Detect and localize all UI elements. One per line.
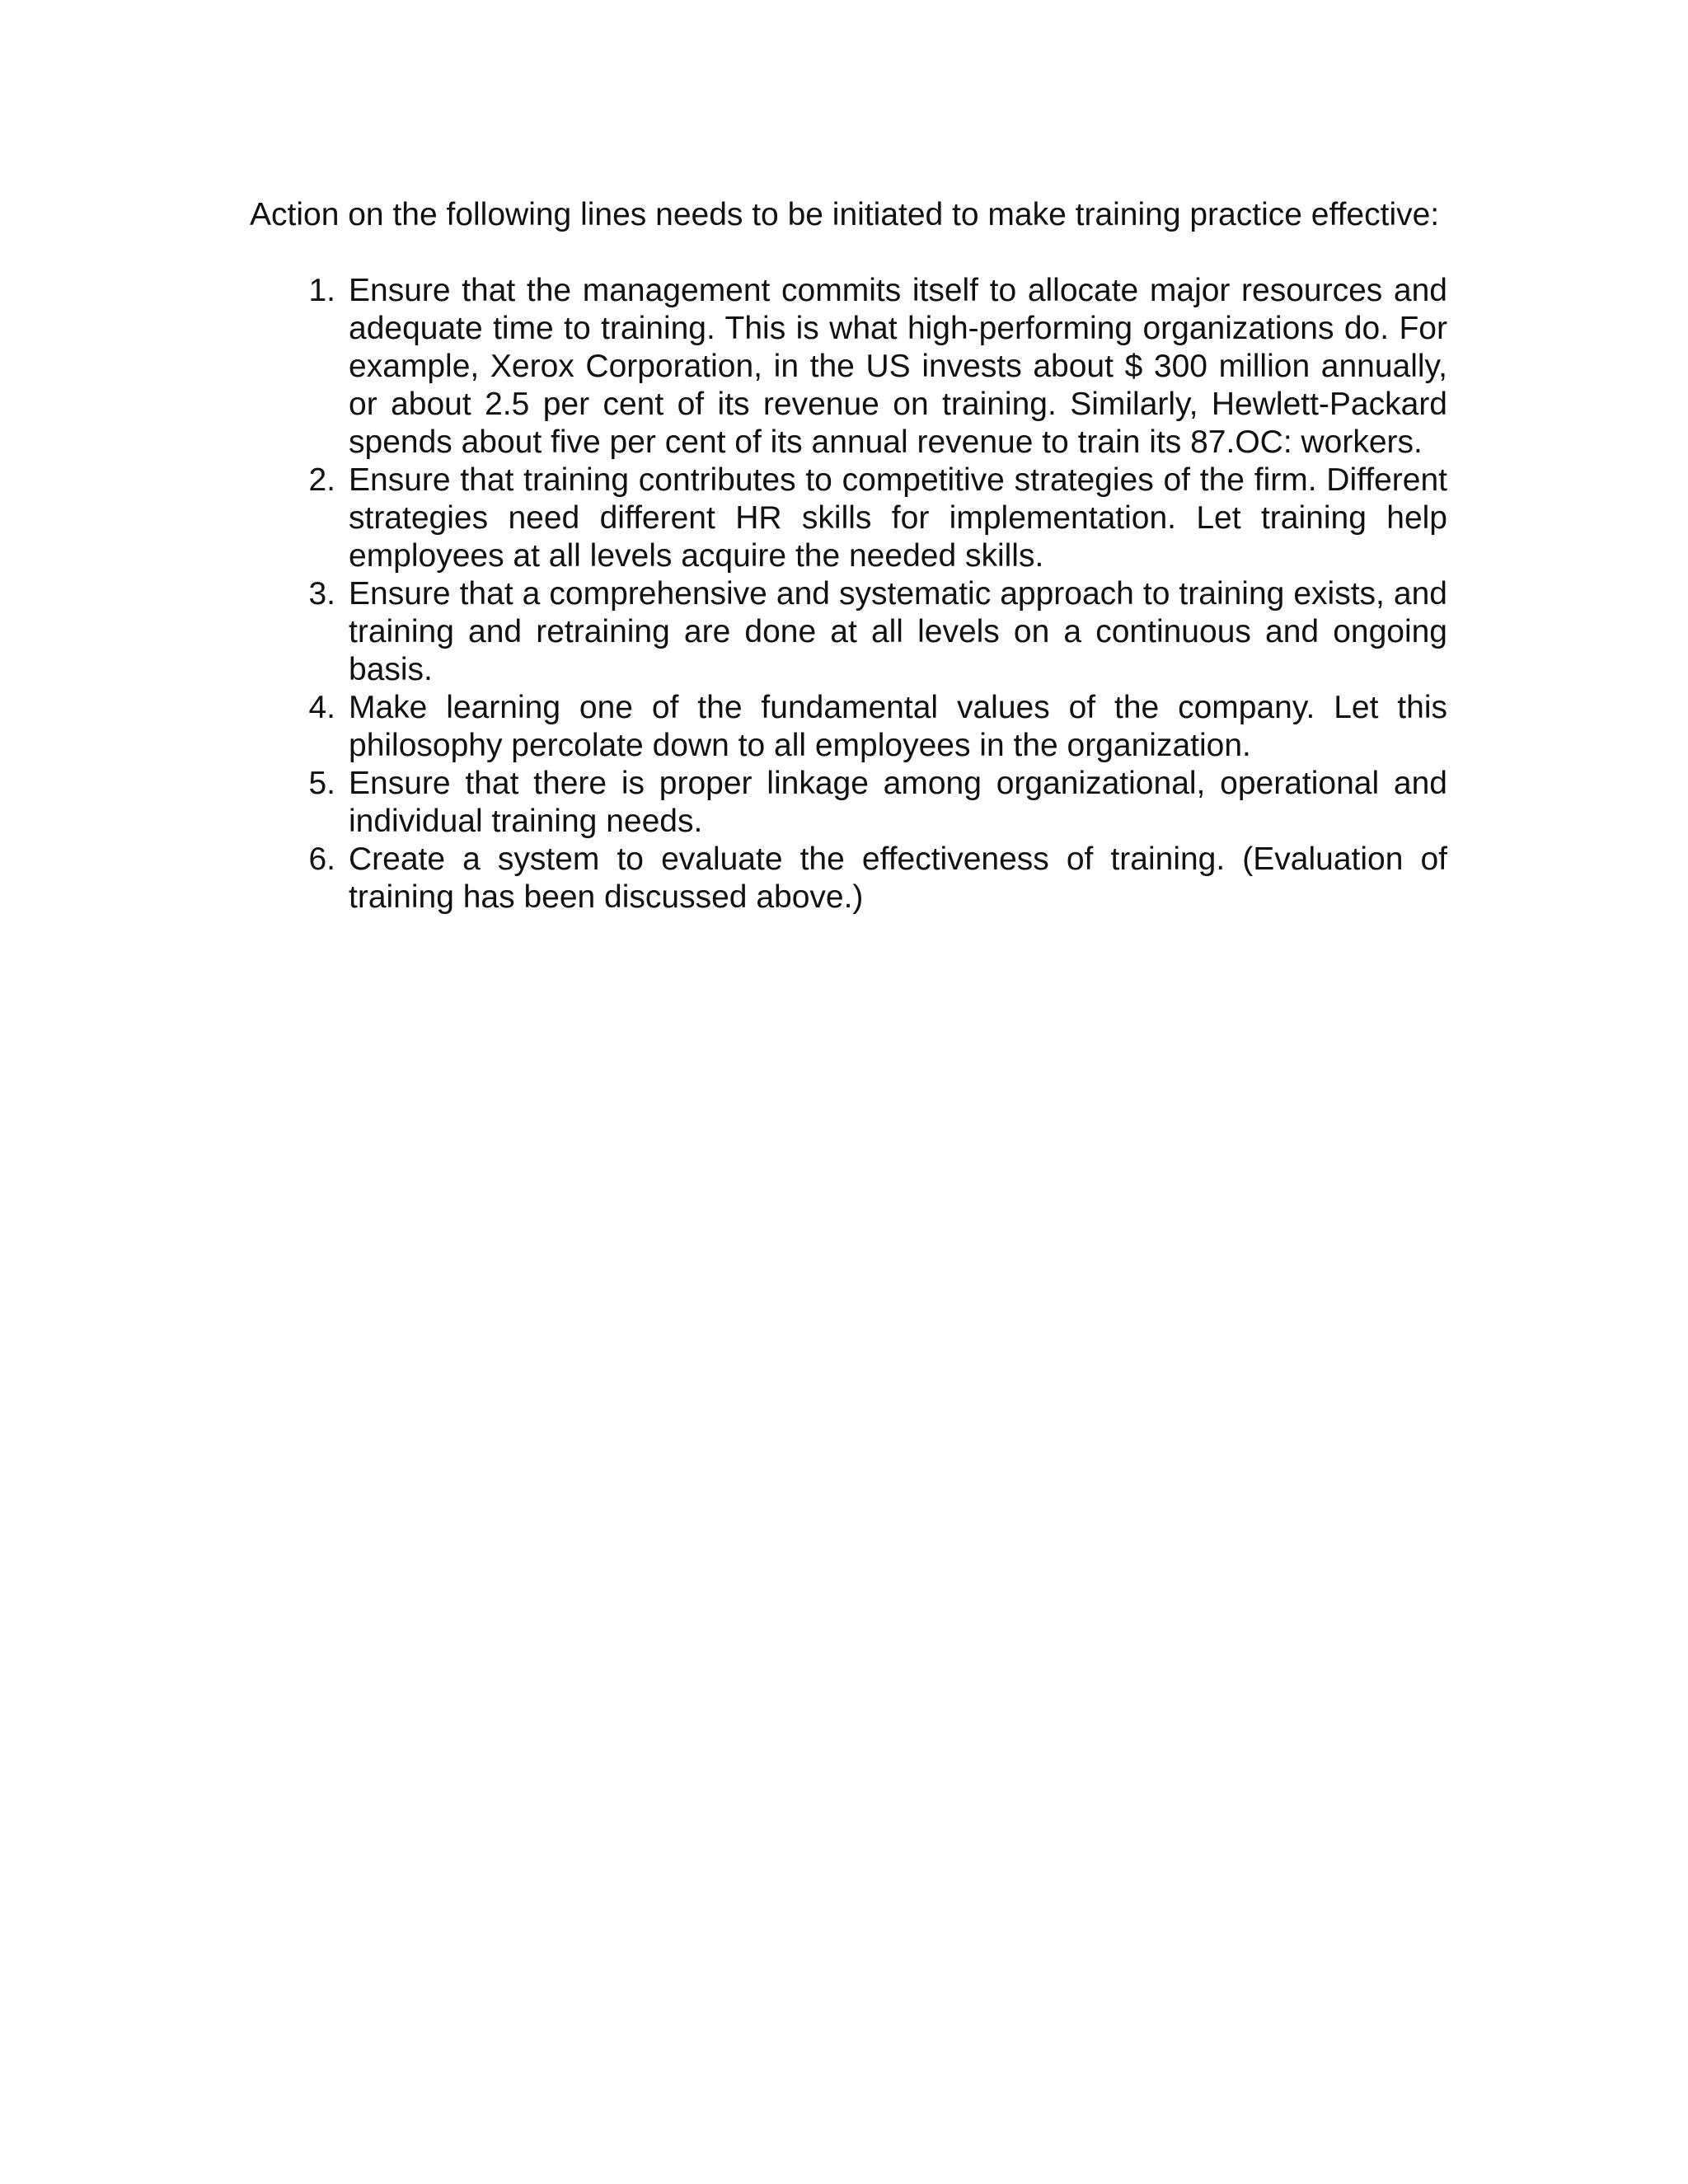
list-item xyxy=(250,462,1447,575)
list-item-number: 1. xyxy=(308,273,335,308)
list-item xyxy=(250,765,1447,841)
list-item-text: Ensure that the management commits itself to allocate major resources and adequate time to training. This is what high-performing organizations do. For example, Xerox Corporation, in the US invests about $ 300 million annually, or about 2.5 per cent of its revenue on training. Similarly, Hewlett-Packard spends about five per cent of its annual revenue to train its 87.OC: workers. xyxy=(349,273,1447,460)
list-item xyxy=(250,689,1447,765)
list-item-number: 6. xyxy=(308,841,335,877)
list-item xyxy=(250,272,1447,462)
list-item-number: 3. xyxy=(308,576,335,612)
list-item-text: Ensure that a comprehensive and systematic approach to training exists, and training and retraining are done at all levels on a continuous and ongoing basis. xyxy=(349,576,1447,687)
list-item xyxy=(250,575,1447,689)
intro-paragraph: Action on the following lines needs to be initiated to make training practice effective: xyxy=(250,197,1440,232)
list-item-text: Ensure that there is proper linkage among organizational, operational and individual training needs. xyxy=(349,766,1447,839)
list-item-number: 4. xyxy=(308,690,335,725)
list-item-number: 5. xyxy=(308,766,335,801)
list-item-text: Create a system to evaluate the effectiveness of training. (Evaluation of training has been discussed above.) xyxy=(349,841,1447,915)
list-item-text: Make learning one of the fundamental values of the company. Let this philosophy percolate down to all employees in the organization. xyxy=(349,690,1447,763)
list-item-number: 2. xyxy=(308,462,335,498)
document-body xyxy=(250,196,1447,916)
list-item xyxy=(250,841,1447,916)
action-list xyxy=(250,272,1447,916)
list-item-text: Ensure that training contributes to competitive strategies of the firm. Different strategies need different HR skills for implementation. Let training help employees at all levels acquire the needed skills. xyxy=(349,462,1447,574)
